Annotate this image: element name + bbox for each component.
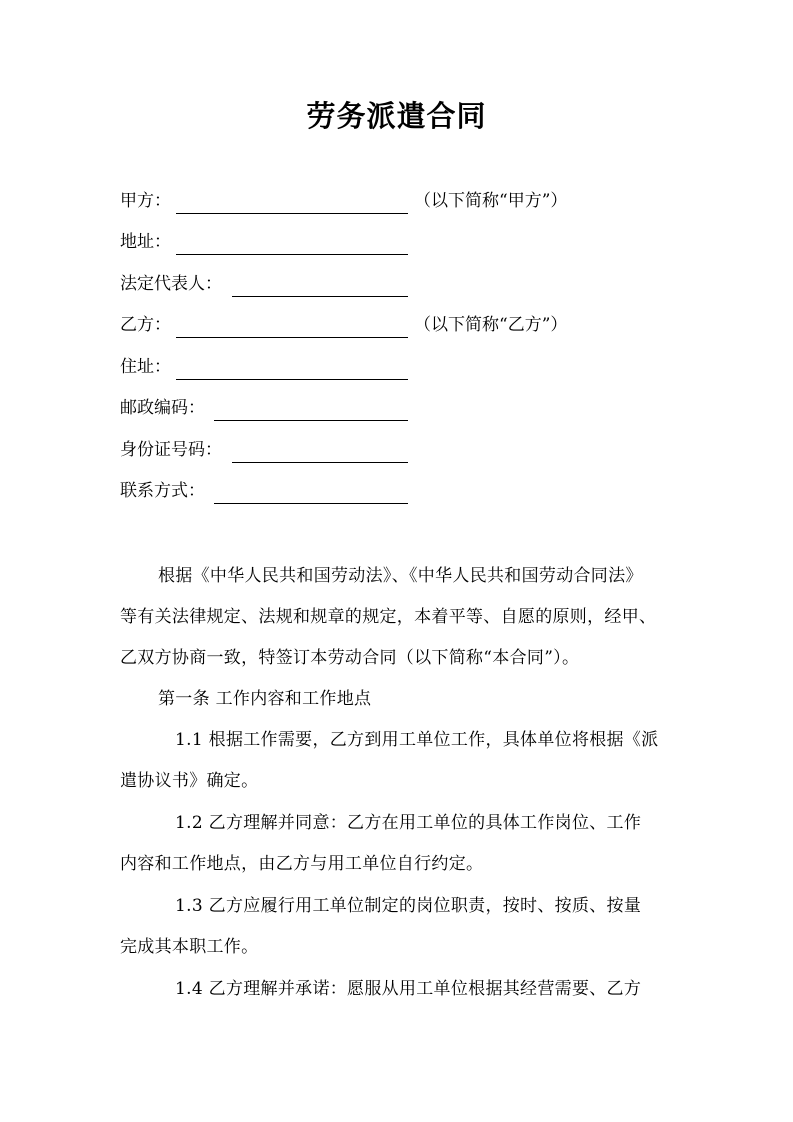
clause-line: 1.3 乙方应履行用工单位制定的岗位职责，按时、按质、按量 bbox=[175, 896, 642, 916]
clause-1-1 bbox=[120, 720, 674, 802]
party-a-address-blank-line bbox=[176, 254, 408, 255]
postal-code-field bbox=[120, 396, 205, 420]
article-1-heading-text: 第一条 工作内容和工作地点 bbox=[158, 689, 372, 709]
party-b-blank-line bbox=[176, 337, 408, 338]
party-a-blank-line bbox=[176, 213, 408, 214]
contact-blank-line bbox=[214, 503, 408, 504]
id-number-label: 身份证号码： bbox=[120, 440, 222, 460]
document-title: 劳务派遣合同 bbox=[306, 99, 487, 133]
party-b-suffix: （以下简称“乙方”） bbox=[414, 315, 568, 335]
clause-line: 1.2 乙方理解并同意：乙方在用工单位的具体工作岗位、工作 bbox=[175, 813, 642, 833]
intro-line: 根据《中华人民共和国劳动法》、《中华人民共和国劳动合同法》 bbox=[158, 566, 643, 586]
legal-representative-field bbox=[120, 272, 222, 296]
party-a-label: 甲方： bbox=[120, 191, 171, 211]
party-b-label: 乙方： bbox=[120, 315, 171, 335]
party-a-field bbox=[120, 189, 568, 213]
clause-line: 遣协议书》确定。 bbox=[120, 771, 259, 791]
legal-representative-label: 法定代表人： bbox=[120, 274, 222, 294]
postal-code-blank-line bbox=[214, 420, 408, 421]
clause-1-2 bbox=[120, 803, 674, 885]
intro-paragraph bbox=[120, 556, 674, 679]
party-b-residence-label: 住址： bbox=[120, 357, 171, 377]
intro-line: 等有关法律规定、法规和规章的规定，本着平等、自愿的原则，经甲、 bbox=[120, 607, 657, 627]
clause-line: 1.4 乙方理解并承诺：愿服从用工单位根据其经营需要、乙方 bbox=[175, 979, 642, 999]
party-a-address-field bbox=[120, 230, 171, 254]
party-a-address-label: 地址： bbox=[120, 232, 171, 252]
intro-line: 乙双方协商一致，特签订本劳动合同（以下简称“本合同”）。 bbox=[120, 648, 580, 668]
id-number-blank-line bbox=[232, 462, 408, 463]
article-1-heading bbox=[120, 679, 674, 720]
clause-line: 1.1 根据工作需要，乙方到用工单位工作，具体单位将根据《派 bbox=[175, 730, 659, 750]
id-number-field bbox=[120, 438, 222, 462]
clause-line: 内容和工作地点，由乙方与用工单位自行约定。 bbox=[120, 854, 484, 874]
party-a-suffix: （以下简称“甲方”） bbox=[414, 191, 568, 211]
clause-1-3 bbox=[120, 886, 674, 968]
postal-code-label: 邮政编码： bbox=[120, 398, 205, 418]
clause-line: 完成其本职工作。 bbox=[120, 937, 259, 957]
party-b-field bbox=[120, 313, 568, 337]
clause-1-4 bbox=[120, 969, 674, 1010]
contact-field bbox=[120, 479, 205, 503]
legal-representative-blank-line bbox=[232, 296, 408, 297]
party-b-residence-blank-line bbox=[176, 379, 408, 380]
contact-label: 联系方式： bbox=[120, 481, 205, 501]
party-b-residence-field bbox=[120, 355, 171, 379]
